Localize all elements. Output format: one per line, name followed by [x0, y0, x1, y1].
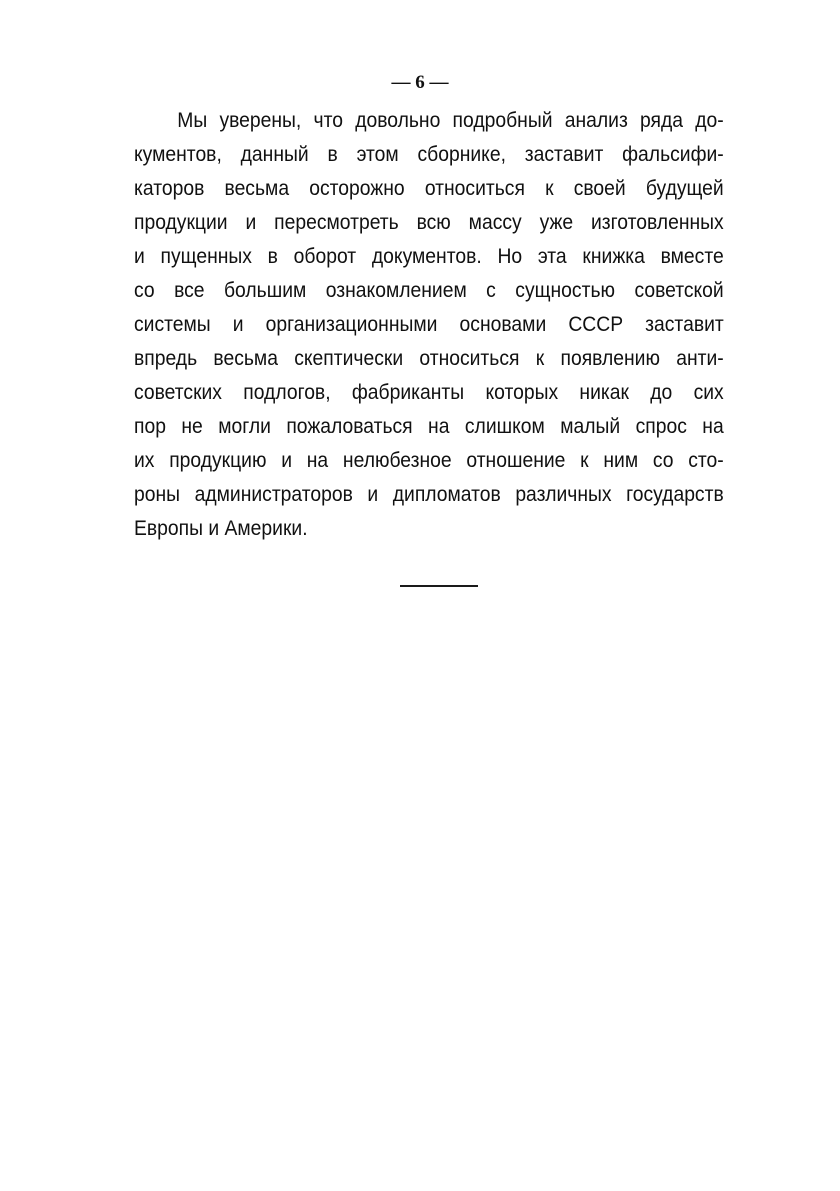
text-line: со все большим ознакомлением с сущностью советской: [134, 279, 724, 302]
text-line: Европы и Америки.: [134, 517, 308, 540]
text-line: продукции и пересмотреть всю массу уже изготовленных: [134, 211, 724, 234]
page-number: — 6 —: [391, 72, 449, 93]
end-divider-rule: [400, 585, 478, 587]
text-line: роны администраторов и дипломатов различных государств: [134, 483, 724, 506]
body-paragraph: [134, 104, 724, 546]
text-line: Мы уверены, что довольно подробный анализ ряда до-: [177, 109, 724, 132]
text-line: их продукцию и на нелюбезное отношение к ним со сто-: [134, 449, 724, 472]
text-line: впредь весьма скептически относиться к появлению анти-: [134, 347, 724, 370]
text-line: пор не могли пожаловаться на слишком малый спрос на: [134, 415, 724, 438]
text-line: советских подлогов, фабриканты которых никак до сих: [134, 381, 724, 404]
text-line: кументов, данный в этом сборнике, заставит фальсифи-: [134, 143, 724, 166]
text-line: и пущенных в оборот документов. Но эта книжка вместе: [134, 245, 724, 268]
text-line: каторов весьма осторожно относиться к своей будущей: [134, 177, 724, 200]
text-line: системы и организационными основами СССР заставит: [134, 313, 724, 336]
